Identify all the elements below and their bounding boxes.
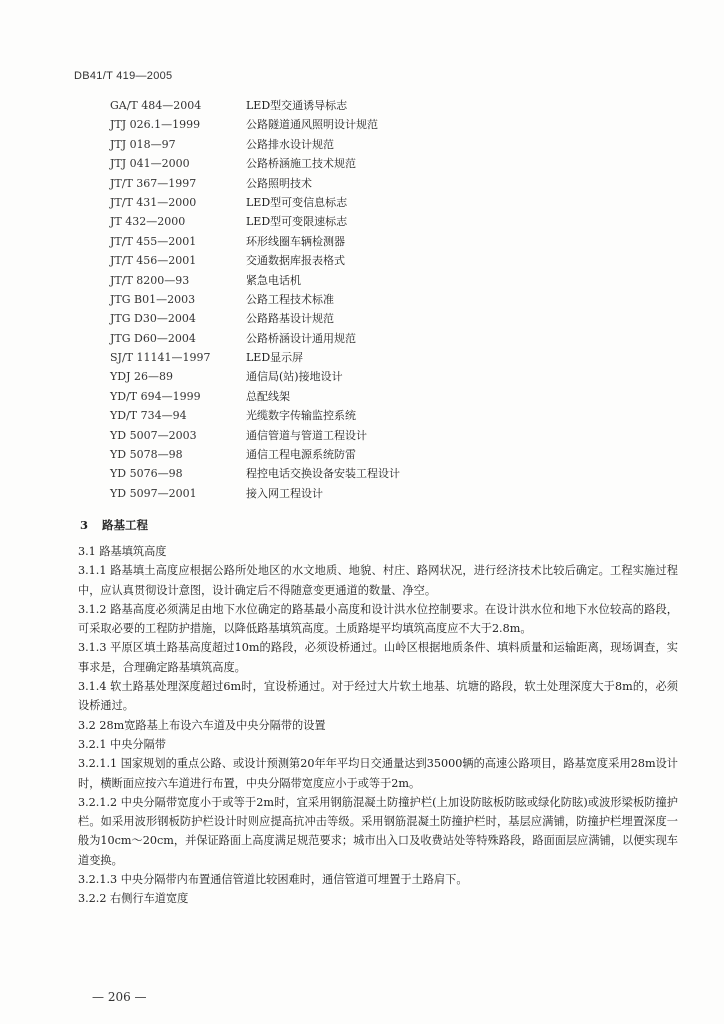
reference-code: JT/T 8200—93 <box>110 273 190 287</box>
reference-code: JTJ 018—97 <box>110 137 176 151</box>
reference-title: 交通数据库报表格式 <box>246 254 345 268</box>
reference-code: JTG B01—2003 <box>110 292 196 306</box>
chapter-title: 路基工程 <box>102 518 148 532</box>
reference-code: JT/T 367—1997 <box>110 176 197 190</box>
reference-row <box>110 232 670 251</box>
subsection-heading-3-2-1: 3.2.1 中央分隔带 <box>78 737 166 751</box>
chapter-body <box>78 542 678 909</box>
reference-code: JT/T 455—2001 <box>110 234 197 248</box>
reference-code: JT 432—2000 <box>110 215 186 229</box>
reference-row <box>110 464 670 483</box>
reference-title: LED型可变限速标志 <box>246 215 348 229</box>
section-heading-3-1: 3.1 路基填筑高度 <box>78 545 167 558</box>
reference-row <box>110 212 670 231</box>
clause-3-2-1-1: 3.2.1.1 国家规划的重点公路、或设计预测第20年年平均日交通量达到35000辆的高速公路项目，路基宽度采用28m设计时，横断面应按六车道进行布置，中央分隔带宽度应小于或等于2m。 <box>78 757 678 790</box>
section-heading-3-2: 3.2 28m宽路基上布设六车道及中央分隔带的设置 <box>78 718 326 732</box>
reference-code: YDJ 26—89 <box>110 370 173 384</box>
reference-title: 总配线架 <box>246 389 290 403</box>
reference-row <box>110 154 670 173</box>
subsection-heading-3-2-2: 3.2.2 右侧行车道宽度 <box>78 892 189 906</box>
reference-row <box>110 329 670 348</box>
chapter-number: 3 <box>80 518 89 532</box>
reference-row <box>110 309 670 328</box>
reference-title: 公路路基设计规范 <box>246 312 334 326</box>
reference-row <box>110 251 670 270</box>
reference-title: LED型交通诱导标志 <box>246 99 348 112</box>
standard-id-header: DB41/T 419—2005 <box>74 70 173 82</box>
reference-code: JTJ 041—2000 <box>110 157 190 171</box>
clause-3-1-1: 3.1.1 路基填土高度应根据公路所处地区的水文地质、地貌、村庄、路网状况，进行经济技术比较后确定。工程实施过程中，应认真贯彻设计意图，设计确定后不得随意变更通道的数量、净空。 <box>78 564 678 597</box>
reference-code: YD 5007—2003 <box>110 428 197 442</box>
reference-code: JT/T 456—2001 <box>110 254 197 268</box>
reference-title: 公路工程技术标准 <box>246 292 334 306</box>
clause-3-2-1-3: 3.2.1.3 中央分隔带内布置通信管道比较困难时，通信管道可埋置于土路肩下。 <box>78 873 468 887</box>
reference-title: LED型可变信息标志 <box>246 195 348 209</box>
clause-3-2-1-2: 3.2.1.2 中央分隔带宽度小于或等于2m时，宜采用钢筋混凝土防撞护栏(上加设防眩板防眩或绿化防眩)或波形梁板防撞护栏。如采用波形钢板防护栏设计时则应提高抗冲击等级。采用钢筋混凝土防撞护栏时，基层应满铺，防撞护栏埋置深度一般为10cm～20cm，并保证路面上高度满足规范要求；城市出入口及收费站处等特殊路段，路面面层应满铺，以便实现车道变换。 <box>78 795 678 867</box>
reference-row <box>110 271 670 290</box>
reference-row <box>110 426 670 445</box>
chapter-heading <box>80 517 148 533</box>
reference-title: 公路隧道通风照明设计规范 <box>246 118 378 132</box>
reference-title: 公路桥涵设计通用规范 <box>246 331 356 345</box>
reference-row <box>110 115 670 134</box>
reference-row <box>110 290 670 309</box>
reference-code: SJ/T 11141—1997 <box>110 351 211 365</box>
reference-title: LED显示屏 <box>246 351 304 365</box>
reference-title: 通信工程电源系统防雷 <box>246 448 356 462</box>
reference-row <box>110 406 670 425</box>
reference-title: 紧急电话机 <box>246 273 301 287</box>
reference-row <box>110 135 670 154</box>
reference-row <box>110 96 670 115</box>
reference-row <box>110 193 670 212</box>
reference-row <box>110 387 670 406</box>
clause-3-1-3: 3.1.3 平原区填土路基高度超过10m的路段，必须设桥通过。山岭区根据地质条件、填料质量和运输距离，现场调查，实事求是，合理确定路基填筑高度。 <box>78 641 678 674</box>
reference-code: JT/T 431—2000 <box>110 195 197 209</box>
reference-row <box>110 484 670 503</box>
reference-code: YD 5078—98 <box>110 448 183 462</box>
reference-title: 通信局(站)接地设计 <box>246 370 343 384</box>
reference-title: 接入网工程设计 <box>246 486 323 500</box>
reference-title: 公路照明技术 <box>246 176 312 190</box>
normative-references-list <box>110 96 670 503</box>
clause-3-1-2: 3.1.2 路基高度必须满足由地下水位确定的路基最小高度和设计洪水位控制要求。在设计洪水位和地下水位较高的路段，可采取必要的工程防护措施，以降低路基填筑高度。土质路堤平均填筑高度应不大于2.8m。 <box>78 602 678 636</box>
reference-title: 通信管道与管道工程设计 <box>246 428 367 442</box>
reference-title: 公路桥涵施工技术规范 <box>246 157 356 171</box>
reference-code: YD 5097—2001 <box>110 486 197 500</box>
reference-title: 光缆数字传输监控系统 <box>246 409 356 423</box>
reference-code: JTG D60—2004 <box>110 331 196 345</box>
reference-code: YD 5076—98 <box>110 467 183 481</box>
reference-row <box>110 445 670 464</box>
reference-title: 环形线圈车辆检测器 <box>246 234 345 248</box>
reference-code: YD/T 734—94 <box>110 409 187 423</box>
reference-code: JTJ 026.1—1999 <box>110 118 201 132</box>
reference-code: YD/T 694—1999 <box>110 389 201 403</box>
reference-row <box>110 367 670 386</box>
reference-row <box>110 348 670 367</box>
reference-code: JTG D30—2004 <box>110 312 196 326</box>
reference-row <box>110 174 670 193</box>
reference-title: 公路排水设计规范 <box>246 137 334 151</box>
reference-title: 程控电话交换设备安装工程设计 <box>246 467 400 481</box>
reference-code: GA/T 484—2004 <box>110 99 202 112</box>
clause-3-1-4: 3.1.4 软土路基处理深度超过6m时，宜设桥通过。对于经过大片软土地基、坑塘的路段，软土处理深度大于8m的，必须设桥通过。 <box>78 680 678 713</box>
page-number: — 206 — <box>92 990 147 1004</box>
